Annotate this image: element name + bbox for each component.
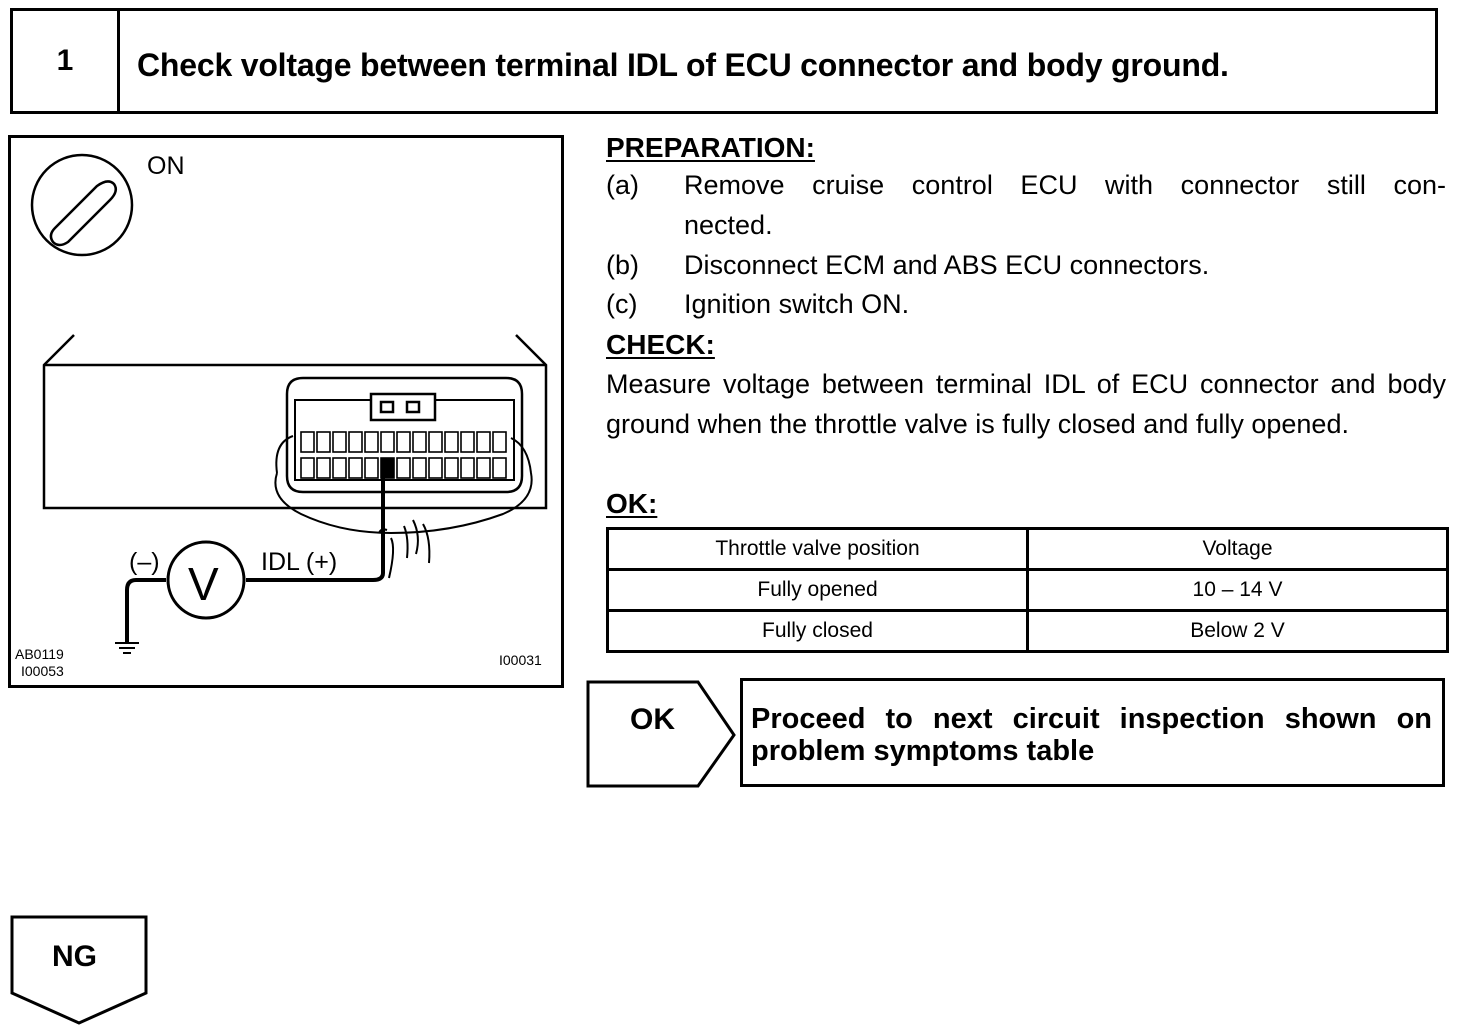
connector-pin <box>477 458 490 478</box>
connector-pin <box>493 432 506 452</box>
table-cell: Below 2 V <box>1028 611 1448 652</box>
connector-pin <box>461 458 474 478</box>
connector-pin <box>477 432 490 452</box>
ground-symbol-icon <box>115 643 139 653</box>
connector-pin <box>429 458 442 478</box>
connector-pin <box>365 432 378 452</box>
spec-table <box>606 527 1449 653</box>
wire-harness-icon <box>379 520 429 578</box>
prep-item-c-text: Ignition switch ON. <box>684 289 910 319</box>
connector-pin <box>397 432 410 452</box>
prep-item-a-line1: Remove cruise control ECU with connector still con- <box>684 170 1446 200</box>
connector-pin <box>333 458 346 478</box>
connector-pin <box>429 432 442 452</box>
connector-pin <box>397 458 410 478</box>
step-number: 1 <box>13 11 120 111</box>
connector-pin <box>349 432 362 452</box>
prep-item-a-line2: nected. <box>684 210 773 240</box>
connector-pin <box>461 432 474 452</box>
ignition-key-icon <box>32 155 132 255</box>
prep-item-b-letter: (b) <box>606 250 639 280</box>
ok-result-text: Proceed to next circuit inspection shown on problem symptoms table <box>751 703 1432 767</box>
connector-pin <box>445 432 458 452</box>
connector-pin <box>349 458 362 478</box>
step-header <box>10 8 1438 114</box>
figure-drawing <box>11 138 567 691</box>
connector-pin <box>413 432 426 452</box>
switch-on-label: ON <box>147 152 185 180</box>
prep-item-a-letter: (a) <box>606 170 639 200</box>
meter-symbol: V <box>188 558 219 610</box>
connector-pin <box>413 458 426 478</box>
figure-code-left-2: I00053 <box>21 663 64 679</box>
connector-pin <box>493 458 506 478</box>
connector-pin <box>445 458 458 478</box>
ok-label: OK <box>630 703 675 736</box>
connector-pins <box>301 432 506 478</box>
table-cell: 10 – 14 V <box>1028 570 1448 611</box>
wiring-figure <box>8 135 564 688</box>
table-cell: Fully closed <box>608 611 1028 652</box>
connector-pin <box>301 432 314 452</box>
idl-terminal-label: IDL (+) <box>261 548 338 576</box>
connector-pin <box>381 432 394 452</box>
table-header-row <box>608 529 1448 570</box>
check-text: Measure voltage between terminal IDL of ECU connector and body ground when the throttle valve is fully closed and fully opened. <box>606 369 1446 439</box>
table-row <box>608 570 1448 611</box>
connector-pin <box>365 458 378 478</box>
table-row <box>608 611 1448 652</box>
connector-pin <box>317 458 330 478</box>
column-header: Throttle valve position <box>608 529 1028 570</box>
preparation-heading: PREPARATION: <box>606 132 815 163</box>
ng-label: NG <box>52 940 97 973</box>
minus-terminal-label: (–) <box>129 548 160 576</box>
table-cell: Fully opened <box>608 570 1028 611</box>
probe-lead <box>127 460 383 643</box>
figure-code-left-1: AB0119 <box>15 646 64 662</box>
ecu-connector-icon <box>275 378 531 533</box>
figure-code-right: I00031 <box>499 652 542 668</box>
column-header: Voltage <box>1028 529 1448 570</box>
check-heading: CHECK: <box>606 329 715 360</box>
prep-item-b-text: Disconnect ECM and ABS ECU connectors. <box>684 250 1210 280</box>
connector-pin <box>317 432 330 452</box>
prep-item-c-letter: (c) <box>606 289 638 319</box>
connector-pin <box>301 458 314 478</box>
ok-spec-heading: OK: <box>606 488 658 519</box>
ok-result-box <box>740 678 1445 787</box>
step-title: Check voltage between terminal IDL of ECU connector and body ground. <box>137 47 1229 83</box>
connector-pin <box>333 432 346 452</box>
